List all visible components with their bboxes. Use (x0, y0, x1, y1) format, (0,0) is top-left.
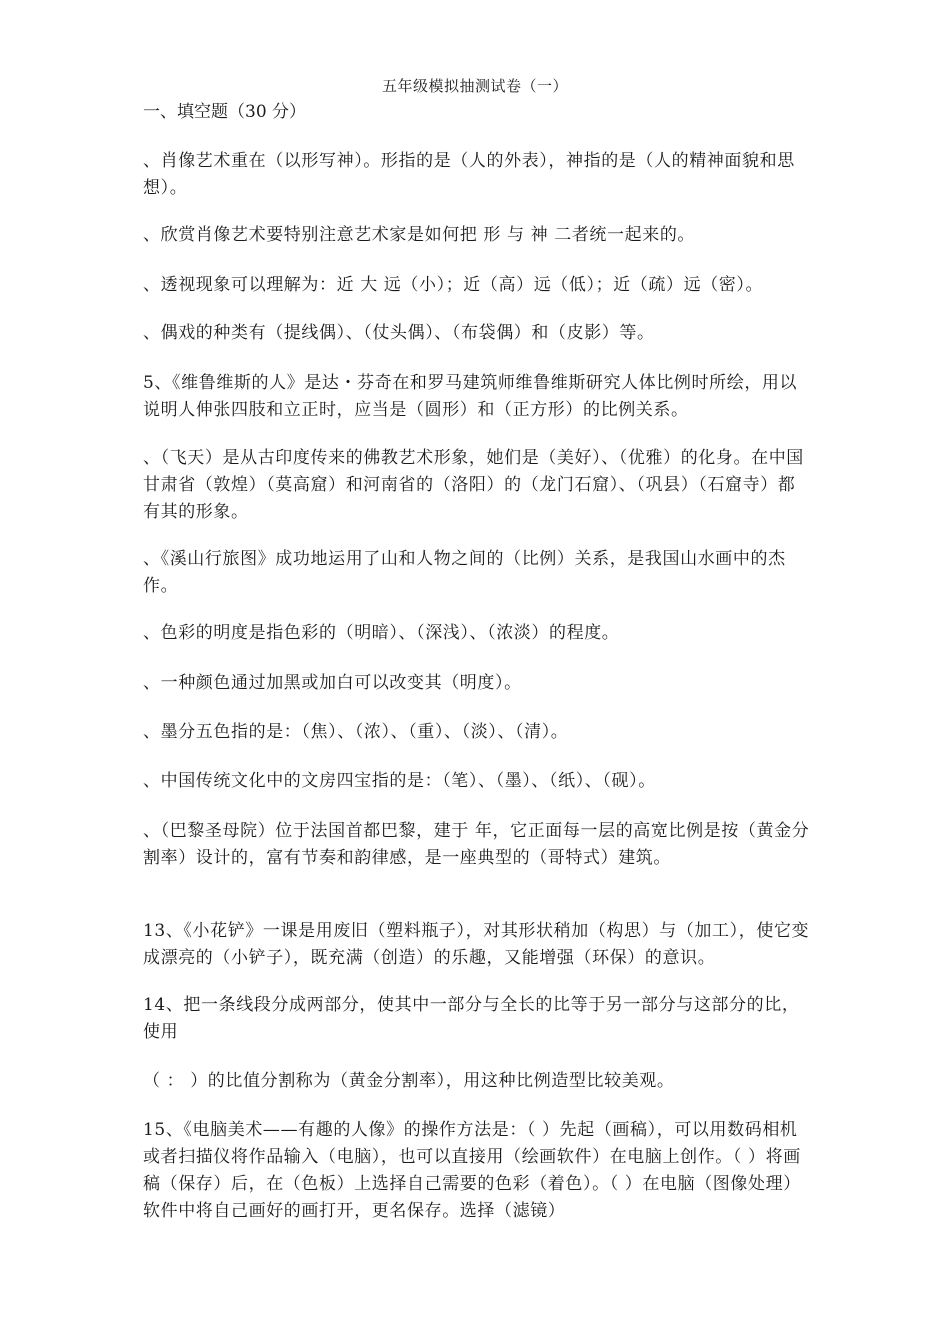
question-2: 、欣赏肖像艺术要特别注意艺术家是如何把 形 与 神 二者统一起来的。 (143, 225, 696, 245)
section-heading: 一、填空题（30 分） (143, 102, 307, 122)
question-5: 5、《维鲁维斯的人》是达・芬奇在和罗马建筑师维鲁维斯研究人体比例时所绘，用以说明人伸张四肢和立正时，应当是（圆形）和（正方形）的比例关系。 (143, 373, 798, 420)
question-13: 13、《小花铲》一课是用废旧（塑料瓶子），对其形状稍加（构思）与（加工），使它变成漂亮的（小铲子），既充满（创造）的乐趣，又能增强（环保）的意识。 (143, 921, 810, 968)
question-1: 、肖像艺术重在（以形写神）。形指的是（人的外表），神指的是（人的精神面貌和思想）。 (143, 151, 795, 198)
question-12: 、（巴黎圣母院）位于法国首都巴黎，建于 年，它正面每一层的高宽比例是按（黄金分割率）设计的，富有节奏和韵律感，是一座典型的（哥特式）建筑。 (143, 821, 810, 868)
question-14: 14、把一条线段分成两部分，使其中一部分与全长的比等于另一部分与这部分的比，使用 (143, 995, 800, 1042)
question-14-continued: （ ： ）的比值分割称为（黄金分割率），用这种比例造型比较美观。 (143, 1071, 675, 1091)
question-8: 、色彩的明度是指色彩的（明暗）、（深浅）、（浓淡）的程度。 (143, 623, 620, 643)
question-4: 、偶戏的种类有（提线偶）、（仗头偶）、（布袋偶）和（皮影）等。 (143, 323, 655, 343)
question-7: 、《溪山行旅图》成功地运用了山和人物之间的（比例）关系，是我国山水画中的杰作。 (143, 549, 786, 596)
question-3: 、透视现象可以理解为：近 大 远（小）；近（高）远（低）；近（疏）远（密）。 (143, 275, 764, 295)
exam-title: 五年级模拟抽测试卷（一） (381, 77, 568, 95)
question-10: 、墨分五色指的是：（焦）、（浓）、（重）、（淡）、（清）。 (143, 722, 569, 742)
question-11: 、中国传统文化中的文房四宝指的是：（笔）、（墨）、（纸）、（砚）。 (143, 771, 656, 791)
question-6: 、（飞天）是从古印度传来的佛教艺术形象，她们是（美好）、（优雅）的化身。在中国甘肃省（敦煌）（莫高窟）和河南省的（洛阳）的（龙门石窟）、（巩县）（石窟寺）都有其的形象。 (143, 448, 804, 522)
question-15: 15、《电脑美术——有趣的人像》的操作方法是：（ ）先起（画稿），可以用数码相机或者扫描仪将作品输入（电脑），也可以直接用（绘画软件）在电脑上创作。（ ）将画稿（保存）后，在（色板）上选择自己需要的色彩（着色）。（ ）在电脑（图像处理）软件中将自己画好的画打开，更名保存。选择（滤镜） (143, 1120, 801, 1221)
question-9: 、一种颜色通过加黑或加白可以改变其（明度）。 (143, 673, 522, 693)
